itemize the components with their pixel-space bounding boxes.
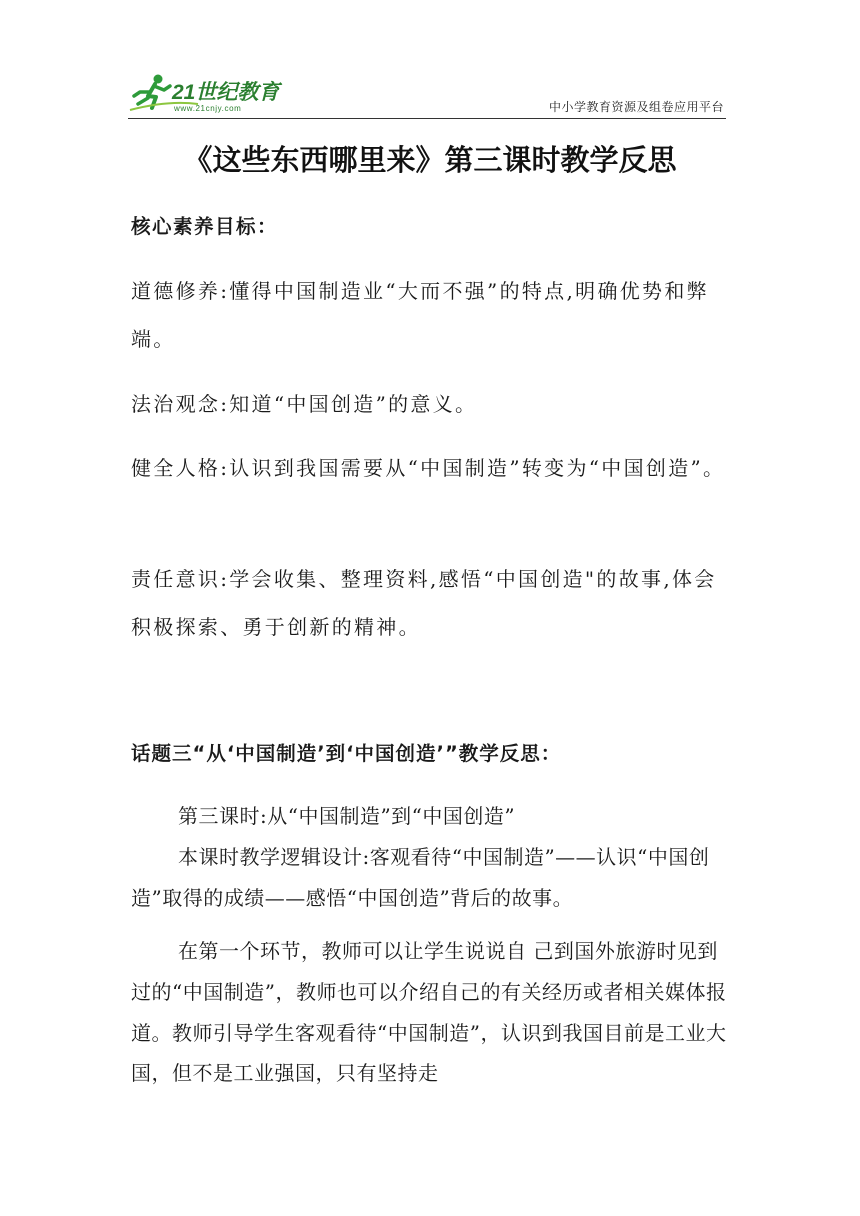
goal-law: 法治观念:知道“中国创造”的意义。 (131, 392, 478, 416)
runner-logo-icon (128, 70, 298, 114)
platform-name: 中小学教育资源及组卷应用平台 (548, 100, 724, 114)
page-header (128, 68, 726, 119)
first-step-paragraph: 在第一个环节，教师可以让学生说说自 己到国外旅游时见到过的“中国制造”，教师也可以介绍自己的有关经历或者相关媒体报道。教师引导学生客观看待“中国制造”，认识到我国目前是工业大国，但不是工业强国，只有坚持走 (131, 939, 727, 1086)
goal-personality: 健全人格:认识到我国需要从“中国制造”转变为“中国创造”。 (131, 456, 726, 480)
logo (128, 70, 298, 114)
logo-url: www.21cnjy.com (174, 104, 242, 113)
logic-paragraph: 本课时教学逻辑设计:客观看待“中国制造”——认识“中国创造”取得的成绩——感悟“中国创造”背后的故事。 (131, 845, 710, 910)
document-title: 《这些东西哪里来》第三课时教学反思 (183, 143, 677, 177)
goal-responsibility: 责任意识:学会收集、整理资料,感悟“中国创造"的故事,体会积极探索、勇于创新的精神。 (131, 567, 717, 639)
core-goals-heading: 核心素养目标： (131, 215, 279, 238)
goal-morality: 道德修养:懂得中国制造业“大而不强”的特点,明确优势和弊端。 (131, 279, 709, 351)
topic-heading: 话题三“从‘中国制造’到‘中国创造’”教学反思： (131, 742, 562, 765)
lesson-title-paragraph: 第三课时:从“中国制造”到“中国创造” (178, 804, 516, 828)
logo-text: 21世纪教育 (172, 81, 280, 104)
